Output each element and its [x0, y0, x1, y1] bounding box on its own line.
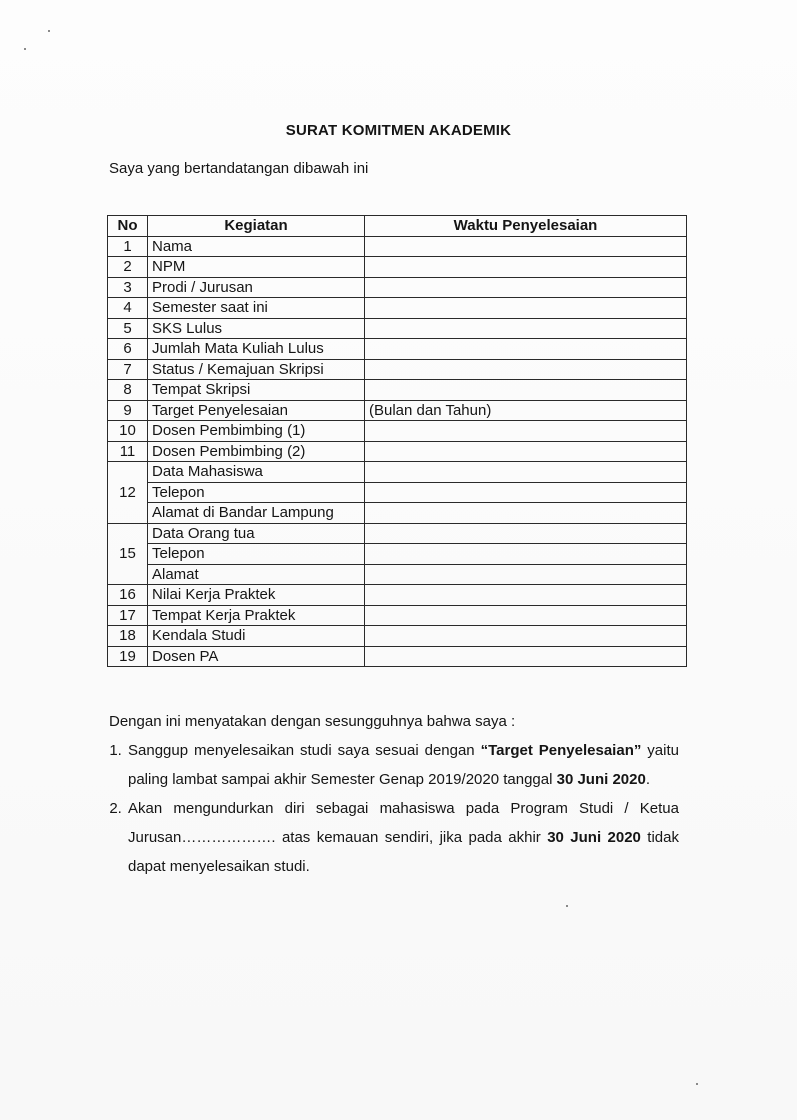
item1-text-c: .	[645, 771, 651, 788]
scan-speck	[696, 1083, 698, 1085]
row-number: 5	[108, 318, 148, 339]
row-waktu-field[interactable]	[365, 441, 687, 462]
row-number: 10	[108, 421, 148, 442]
scan-speck	[48, 30, 50, 32]
intro-text: Saya yang bertandatangan dibawah ini	[109, 160, 369, 177]
row-waktu-field[interactable]	[365, 339, 687, 360]
header-waktu: Waktu Penyelesaian	[365, 216, 687, 237]
table-row	[108, 585, 687, 606]
header-kegiatan: Kegiatan	[148, 216, 365, 237]
row-kegiatan: Telepon	[148, 544, 365, 565]
row-kegiatan: Tempat Skripsi	[148, 380, 365, 401]
document-title: SURAT KOMITMEN AKADEMIK	[285, 122, 512, 139]
item1-text-a: Sanggup menyelesaikan studi saya sesuai dengan	[128, 742, 481, 759]
row-number: 16	[108, 585, 148, 606]
row-number: 11	[108, 441, 148, 462]
row-kegiatan: Target Penyelesaian	[148, 400, 365, 421]
row-kegiatan: NPM	[148, 257, 365, 278]
row-waktu-field[interactable]	[365, 359, 687, 380]
scan-speck	[566, 905, 568, 907]
declaration-lead: Dengan ini menyatakan dengan sesungguhnya bahwa saya :	[109, 713, 516, 730]
table-row	[108, 441, 687, 462]
row-kegiatan: Data Mahasiswa	[148, 462, 365, 483]
table-row	[108, 544, 687, 565]
row-kegiatan: Dosen Pembimbing (1)	[148, 421, 365, 442]
header-no: No	[108, 216, 148, 237]
row-waktu-field[interactable]	[365, 318, 687, 339]
row-waktu-field[interactable]	[365, 585, 687, 606]
scan-speck	[24, 48, 26, 50]
row-waktu-field[interactable]	[365, 380, 687, 401]
row-number: 7	[108, 359, 148, 380]
row-kegiatan: Kendala Studi	[148, 626, 365, 647]
item1-bold-date: 30 Juni 2020	[556, 771, 646, 788]
row-kegiatan: Prodi / Jurusan	[148, 277, 365, 298]
row-kegiatan: Dosen PA	[148, 646, 365, 667]
table-row	[108, 482, 687, 503]
declaration-item-1	[126, 736, 679, 794]
row-waktu-field[interactable]: (Bulan dan Tahun)	[365, 400, 687, 421]
row-kegiatan: Status / Kemajuan Skripsi	[148, 359, 365, 380]
row-number: 9	[108, 400, 148, 421]
row-number: 2	[108, 257, 148, 278]
row-number: 3	[108, 277, 148, 298]
row-waktu-field[interactable]	[365, 605, 687, 626]
row-waktu-field[interactable]	[365, 277, 687, 298]
row-number: 4	[108, 298, 148, 319]
table-row	[108, 277, 687, 298]
table-row	[108, 646, 687, 667]
table-row	[108, 626, 687, 647]
item1-bold-target: “Target Penyelesaian”	[480, 742, 642, 759]
table-row	[108, 236, 687, 257]
row-kegiatan: Semester saat ini	[148, 298, 365, 319]
table-header-row	[108, 216, 687, 237]
row-kegiatan: Tempat Kerja Praktek	[148, 605, 365, 626]
row-waktu-field[interactable]	[365, 482, 687, 503]
row-number: 8	[108, 380, 148, 401]
row-number: 19	[108, 646, 148, 667]
row-waktu-field[interactable]	[365, 503, 687, 524]
row-kegiatan: Jumlah Mata Kuliah Lulus	[148, 339, 365, 360]
table-row	[108, 421, 687, 442]
item2-text-a: Akan mengundurkan diri sebagai mahasiswa pada Program Studi / Ketua Jurusan………………. atas kemauan sendiri, jika pada akhir	[128, 800, 679, 846]
declaration-item-2	[126, 794, 679, 881]
row-kegiatan: Data Orang tua	[148, 523, 365, 544]
declaration-section	[109, 713, 679, 881]
row-kegiatan: SKS Lulus	[148, 318, 365, 339]
row-number: 12	[108, 462, 148, 524]
declaration-list	[109, 736, 679, 881]
row-kegiatan: Telepon	[148, 482, 365, 503]
row-kegiatan: Alamat di Bandar Lampung	[148, 503, 365, 524]
table-row	[108, 339, 687, 360]
row-kegiatan: Nilai Kerja Praktek	[148, 585, 365, 606]
commitment-table	[107, 215, 687, 667]
row-waktu-field[interactable]	[365, 544, 687, 565]
table-row	[108, 523, 687, 544]
table-row	[108, 564, 687, 585]
table-row	[108, 380, 687, 401]
row-waktu-field[interactable]	[365, 564, 687, 585]
table-row	[108, 359, 687, 380]
row-waktu-field[interactable]	[365, 646, 687, 667]
row-number: 6	[108, 339, 148, 360]
row-kegiatan: Alamat	[148, 564, 365, 585]
item1-text-b: yaitu paling lambat sampai akhir Semester Genap 2019/2020 tanggal	[128, 742, 679, 788]
row-kegiatan: Nama	[148, 236, 365, 257]
table-row	[108, 298, 687, 319]
row-kegiatan: Dosen Pembimbing (2)	[148, 441, 365, 462]
item2-bold-date: 30 Juni 2020	[547, 829, 641, 846]
table-row	[108, 503, 687, 524]
row-waktu-field[interactable]	[365, 462, 687, 483]
table-row	[108, 462, 687, 483]
row-waktu-field[interactable]	[365, 626, 687, 647]
table-row	[108, 605, 687, 626]
row-waktu-field[interactable]	[365, 523, 687, 544]
row-number: 17	[108, 605, 148, 626]
row-number: 1	[108, 236, 148, 257]
table-row	[108, 318, 687, 339]
table-row	[108, 400, 687, 421]
table-row	[108, 257, 687, 278]
row-waktu-field[interactable]	[365, 421, 687, 442]
row-number: 15	[108, 523, 148, 585]
row-waktu-field[interactable]	[365, 298, 687, 319]
row-number: 18	[108, 626, 148, 647]
item2-text-b: tidak dapat menyelesaikan studi.	[128, 829, 679, 875]
row-waktu-field[interactable]	[365, 236, 687, 257]
row-waktu-field[interactable]	[365, 257, 687, 278]
